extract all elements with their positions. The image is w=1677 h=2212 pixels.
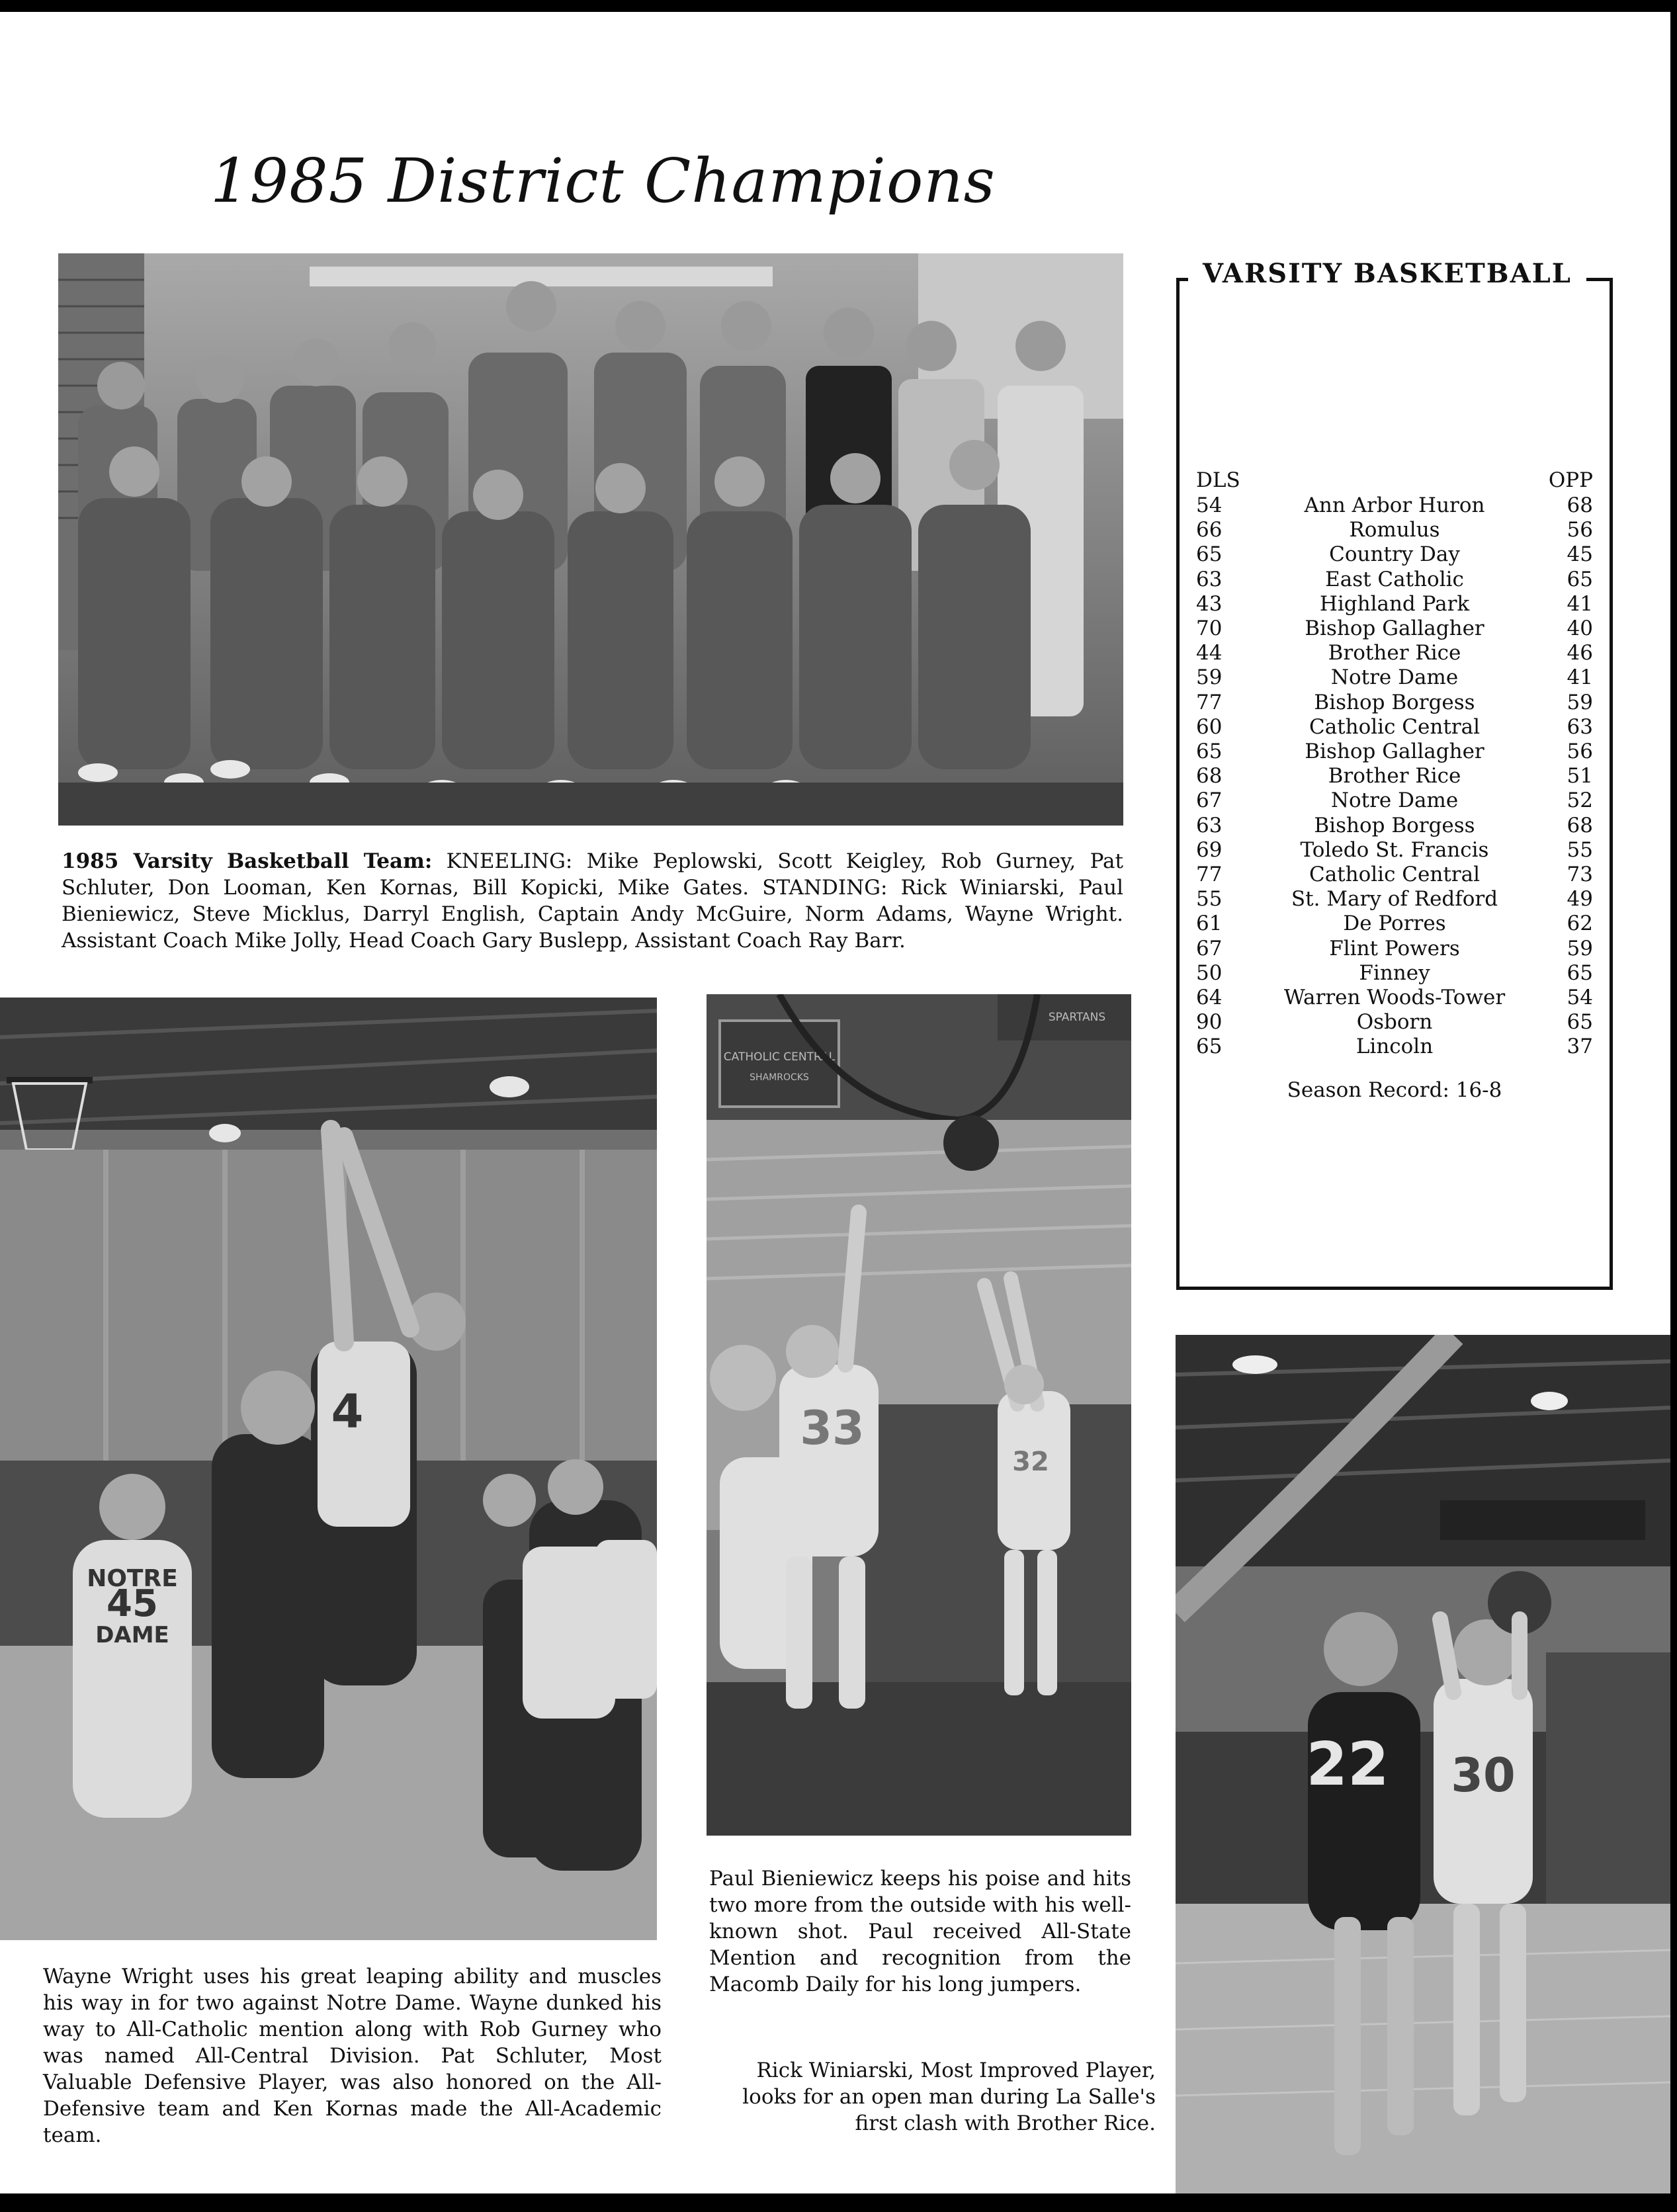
schedule-row <box>1196 937 1593 961</box>
jersey-30: 30 <box>1451 1748 1516 1803</box>
opponent-name: Romulus <box>1349 518 1440 542</box>
opp-score: 56 <box>1567 740 1593 763</box>
banner-catholic-central: CATHOLIC CENTRAL <box>723 1050 836 1064</box>
opp-score: 59 <box>1567 690 1593 714</box>
opponent-name: Bishop Borgess <box>1314 813 1475 837</box>
dls-score: 65 <box>1196 1035 1223 1059</box>
opponent-name: St. Mary of Redford <box>1291 887 1498 912</box>
jersey-22: 22 <box>1306 1730 1389 1799</box>
opponent-name: Catholic Central <box>1309 714 1481 739</box>
schedule-col-opp: OPP <box>1548 468 1593 492</box>
dls-score: 77 <box>1196 690 1223 714</box>
opponent-name: Highland Park <box>1319 591 1470 616</box>
schedule-row <box>1196 740 1593 764</box>
schedule-row <box>1196 986 1593 1010</box>
opponent-name: De Porres <box>1343 912 1446 936</box>
banner-spartans: SPARTANS <box>1048 1011 1106 1024</box>
dls-score: 43 <box>1196 591 1223 616</box>
jersey-dame-text: DAME <box>95 1622 169 1648</box>
dls-score: 67 <box>1196 936 1223 960</box>
scan-edge-right <box>1670 0 1677 2212</box>
schedule-row <box>1196 568 1593 592</box>
schedule-row <box>1196 592 1593 617</box>
dls-score: 44 <box>1196 641 1223 665</box>
wright-caption: Wayne Wright uses his great leaping ability and muscles his way in for two against Notre Dame. Wayne dunked his way to All-Catholic mention along with Rob Gurney who was named All-Central Division. Pat Schluter, Most Valuable Defensive Player, was also honored on the All-Defensive team and Ken Kornas made the All-Academic team. <box>43 1965 662 2147</box>
dls-score: 60 <box>1196 714 1223 739</box>
schedule-row <box>1196 961 1593 986</box>
winiarski-action-photo <box>1176 1335 1670 2193</box>
opponent-name: Notre Dame <box>1330 788 1459 813</box>
opp-score: 68 <box>1567 493 1593 517</box>
schedule-row <box>1196 665 1593 690</box>
opp-score: 63 <box>1567 714 1593 739</box>
opponent-name: Ann Arbor Huron <box>1304 493 1485 517</box>
schedule-row <box>1196 542 1593 567</box>
opponent-name: Flint Powers <box>1329 936 1460 960</box>
opp-score: 56 <box>1567 518 1593 542</box>
opp-score: 62 <box>1567 912 1593 936</box>
opponent-name: Bishop Borgess <box>1314 690 1475 714</box>
opponent-name: Bishop Gallagher <box>1305 617 1484 640</box>
page-title: 1985 District Champions <box>210 146 996 216</box>
dls-score: 61 <box>1196 912 1223 936</box>
schedule-row <box>1196 838 1593 863</box>
banner-shamrocks: SHAMROCKS <box>750 1072 809 1083</box>
dls-score: 59 <box>1196 665 1223 690</box>
opp-score: 51 <box>1567 764 1593 788</box>
opp-score: 49 <box>1567 887 1593 912</box>
opponent-name: Notre Dame <box>1330 665 1459 690</box>
dls-score: 54 <box>1196 493 1223 517</box>
schedule-row <box>1196 1010 1593 1035</box>
opp-score: 73 <box>1567 863 1593 886</box>
dls-score: 65 <box>1196 542 1223 567</box>
opp-score: 52 <box>1567 788 1593 813</box>
dls-score: 64 <box>1196 986 1223 1009</box>
schedule-row <box>1196 912 1593 936</box>
jersey-notre-number: 45 <box>107 1582 158 1625</box>
wright-action-photo <box>0 998 657 1940</box>
bieniewicz-action-photo <box>707 994 1131 1836</box>
dls-score: 68 <box>1196 764 1223 788</box>
bieniewicz-caption: Paul Bieniewicz keeps his poise and hits two more from the outside with his well-known shot. Paul received All-State Mention and recognition from the Macomb Daily for his long jumpers. <box>709 1867 1131 1996</box>
opp-score: 41 <box>1567 665 1593 690</box>
opponent-name: Country Day <box>1329 542 1460 567</box>
dls-score: 65 <box>1196 740 1223 763</box>
opponent-name: Brother Rice <box>1328 764 1461 788</box>
opp-score: 40 <box>1567 617 1593 640</box>
schedule-row <box>1196 617 1593 641</box>
jersey-notre-text: NOTRE <box>87 1565 178 1592</box>
dls-score: 50 <box>1196 960 1223 985</box>
scan-edge-bottom <box>0 2193 1677 2212</box>
dls-score: 55 <box>1196 887 1223 912</box>
scan-edge-top <box>0 0 1677 12</box>
team-caption-lead: 1985 Varsity Basketball Team: <box>62 849 433 873</box>
opp-score: 65 <box>1567 567 1593 591</box>
schedule-col-dls: DLS <box>1196 468 1240 492</box>
opp-score: 55 <box>1567 837 1593 862</box>
schedule-row <box>1196 518 1593 542</box>
schedule-row <box>1196 814 1593 838</box>
opponent-name: Lincoln <box>1355 1035 1434 1059</box>
dls-score: 70 <box>1196 617 1223 640</box>
schedule-row <box>1196 788 1593 813</box>
jersey-33: 33 <box>800 1401 865 1455</box>
opp-score: 46 <box>1567 641 1593 665</box>
team-photo-caption <box>62 848 1123 954</box>
dls-score: 67 <box>1196 788 1223 813</box>
schedule-row <box>1196 493 1593 518</box>
dls-score: 77 <box>1196 863 1223 886</box>
jersey-wright-number: 4 <box>331 1384 364 1439</box>
opp-score: 41 <box>1567 591 1593 616</box>
opponent-name: Brother Rice <box>1328 641 1461 665</box>
opponent-name: East Catholic <box>1325 567 1464 591</box>
schedule-row <box>1196 863 1593 887</box>
opponent-name: Bishop Gallagher <box>1305 740 1484 763</box>
dls-score: 66 <box>1196 518 1223 542</box>
opp-score: 59 <box>1567 936 1593 960</box>
dls-score: 69 <box>1196 837 1223 862</box>
schedule-row <box>1196 764 1593 788</box>
schedule-row <box>1196 1035 1593 1059</box>
schedule-title: VARSITY BASKETBALL <box>1188 258 1586 289</box>
opponent-name: Osborn <box>1356 1010 1433 1035</box>
opponent-name: Toledo St. Francis <box>1300 837 1489 862</box>
schedule-row <box>1196 641 1593 665</box>
dls-score: 63 <box>1196 813 1223 837</box>
opp-score: 68 <box>1567 813 1593 837</box>
opp-score: 65 <box>1567 1010 1593 1035</box>
opponent-name: Catholic Central <box>1309 863 1481 886</box>
dls-score: 63 <box>1196 567 1223 591</box>
schedule-row <box>1196 887 1593 912</box>
opp-score: 54 <box>1567 986 1593 1009</box>
team-photo <box>58 253 1123 826</box>
opp-score: 65 <box>1567 960 1593 985</box>
team-caption-text: KNEELING: Mike Peplowski, Scott Keigley, Rob Gurney, Pat Schluter, Don Looman, Ken Kornas, Bill Kopicki, Mike Gates. STANDING: Rick Winiarski, Paul Bieniewicz, Steve Micklus, Darryl English, Captain Andy McGuire, Norm Adams, Wayne Wright. Assistant Coach Mike Jolly, Head Coach Gary Buslepp, Assistant Coach Ray Barr. <box>62 849 1123 953</box>
opp-score: 37 <box>1567 1035 1593 1059</box>
opponent-name: Warren Woods-Tower <box>1283 986 1506 1009</box>
winiarski-caption: Rick Winiarski, Most Improved Player, looks for an open man during La Salle's first clash with Brother Rice. <box>742 2059 1156 2135</box>
opponent-name: Finney <box>1359 960 1430 985</box>
schedule-row <box>1196 691 1593 715</box>
season-record: Season Record: 16-8 <box>1287 1078 1502 1102</box>
jersey-32: 32 <box>1012 1447 1049 1477</box>
opp-score: 45 <box>1567 542 1593 567</box>
schedule-header <box>1196 468 1593 493</box>
dls-score: 90 <box>1196 1010 1223 1035</box>
schedule-row <box>1196 715 1593 740</box>
